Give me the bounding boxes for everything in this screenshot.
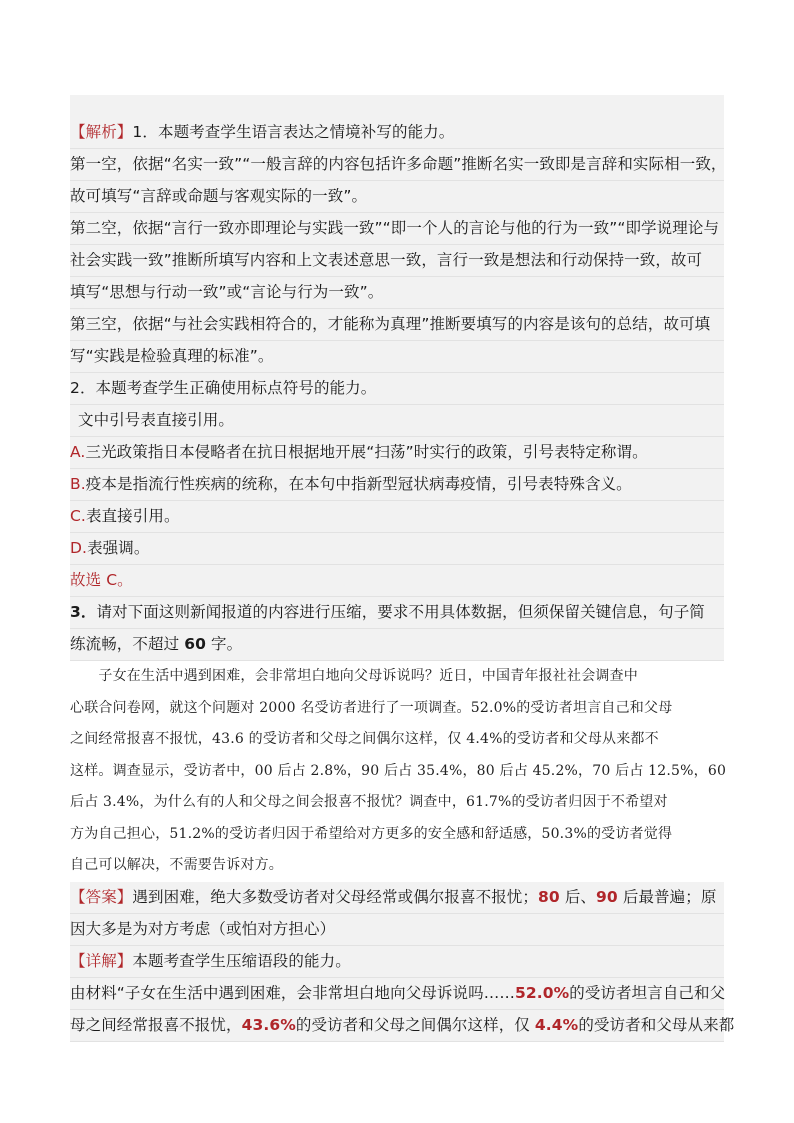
analysis-line-6: 填写“思想与行动一致”或“言论与行为一致”。 bbox=[70, 277, 724, 309]
material-line-4: 这样。调查显示，受访者中，00 后占 2.8%，90 后占 35.4%，80 后占 45.2%，70 后占 12.5%，60 bbox=[70, 762, 727, 779]
option-c-key: C. bbox=[70, 507, 86, 525]
question-3-line-2: 练流畅，不超过 60 字。 bbox=[70, 629, 724, 661]
detail-line-1: 【详解】本题考查学生压缩语段的能力。 bbox=[70, 946, 724, 978]
answer-tag: 【答案】 bbox=[70, 887, 133, 906]
analysis-line-9: 2．本题考查学生正确使用标点符号的能力。 bbox=[70, 373, 724, 405]
choose-line: 故选 C。 bbox=[70, 565, 724, 597]
analysis-line-4: 第二空，依据“言行一致亦即理论与实践一致”“即一个人的言论与他的行为一致”“即学说理论与 bbox=[70, 213, 724, 245]
analysis-line-8: 写“实践是检验真理的标准”。 bbox=[70, 341, 724, 373]
option-b: B.疫本是指流行性疾病的统称，在本句中指新型冠状病毒疫情，引号表特殊含义。 bbox=[70, 469, 724, 501]
option-d: D.表强调。 bbox=[70, 533, 724, 565]
material-line-7: 自己可以解决，不需要告诉对方。 bbox=[70, 857, 283, 873]
material-line-5: 后占 3.4%，为什么有的人和父母之间会报喜不报忧？调查中，61.7%的受访者归因于不希望对 bbox=[70, 794, 668, 810]
choose-answer: C bbox=[106, 571, 118, 589]
answer-line-2: 因大多是为对方考虑（或怕对方担心） bbox=[70, 914, 724, 946]
analysis-line-3: 故可填写“言辞或命题与客观实际的一致”。 bbox=[70, 181, 724, 213]
detail-line-3: 母之间经常报喜不报忧，43.6%的受访者和父母之间偶尔这样，仅 4.4%的受访者和父母从来都 bbox=[70, 1010, 724, 1042]
question-3-line-1: 3．请对下面这则新闻报道的内容进行压缩，要求不用具体数据，但须保留关键信息，句子简 bbox=[70, 597, 724, 629]
analysis-line-5: 社会实践一致”推断所填写内容和上文表述意思一致，言行一致是想法和行动保持一致，故可 bbox=[70, 245, 724, 277]
news-material bbox=[70, 661, 727, 882]
detail-tag: 【详解】 bbox=[70, 951, 133, 970]
top-spacing bbox=[70, 95, 724, 117]
detail-line-2: 由材料“子女在生活中遇到困难，会非常坦白地向父母诉说吗……52.0%的受访者坦言自己和父 bbox=[70, 978, 724, 1010]
answer-line-1: 【答案】遇到困难，绝大多数受访者对父母经常或偶尔报喜不报忧；80 后、90 后最普遍；原 bbox=[70, 882, 724, 914]
analysis-tag: 【解析】 bbox=[70, 123, 133, 141]
option-c: C.表直接引用。 bbox=[70, 501, 724, 533]
option-a: A.三光政策指日本侵略者在抗日根据地开展“扫荡”时实行的政策，引号表特定称谓。 bbox=[70, 437, 724, 469]
material-line-3: 之间经常报喜不报忧，43.6 的受访者和父母之间偶尔这样，仅 4.4%的受访者和父母从来都不 bbox=[70, 731, 659, 747]
option-a-key: A. bbox=[70, 443, 86, 461]
question-3-number: 3． bbox=[70, 603, 97, 621]
material-line-1: 子女在生活中遇到困难，会非常坦白地向父母诉说吗？近日，中国青年报社社会调查中 bbox=[70, 668, 638, 684]
option-d-key: D. bbox=[70, 539, 88, 557]
analysis-line-10: 文中引号表直接引用。 bbox=[70, 405, 724, 437]
option-b-key: B. bbox=[70, 475, 86, 493]
analysis-line-2: 第一空，依据“名实一致”“一般言辞的内容包括许多命题”推断名实一致即是言辞和实际相一致， bbox=[70, 149, 724, 181]
material-line-2: 心联合问卷网，就这个问题对 2000 名受访者进行了一项调查。52.0%的受访者坦言自己和父母 bbox=[70, 699, 673, 716]
document-page bbox=[70, 95, 735, 1042]
analysis-line-7: 第三空，依据“与社会实践相符合的，才能称为真理”推断要填写的内容是该句的总结，故可填 bbox=[70, 309, 724, 341]
material-line-6: 方为自己担心，51.2%的受访者归因于希望给对方更多的安全感和舒适感，50.3%的受访者觉得 bbox=[70, 825, 673, 842]
analysis-line-1: 【解析】1．本题考查学生语言表达之情境补写的能力。 bbox=[70, 117, 724, 149]
